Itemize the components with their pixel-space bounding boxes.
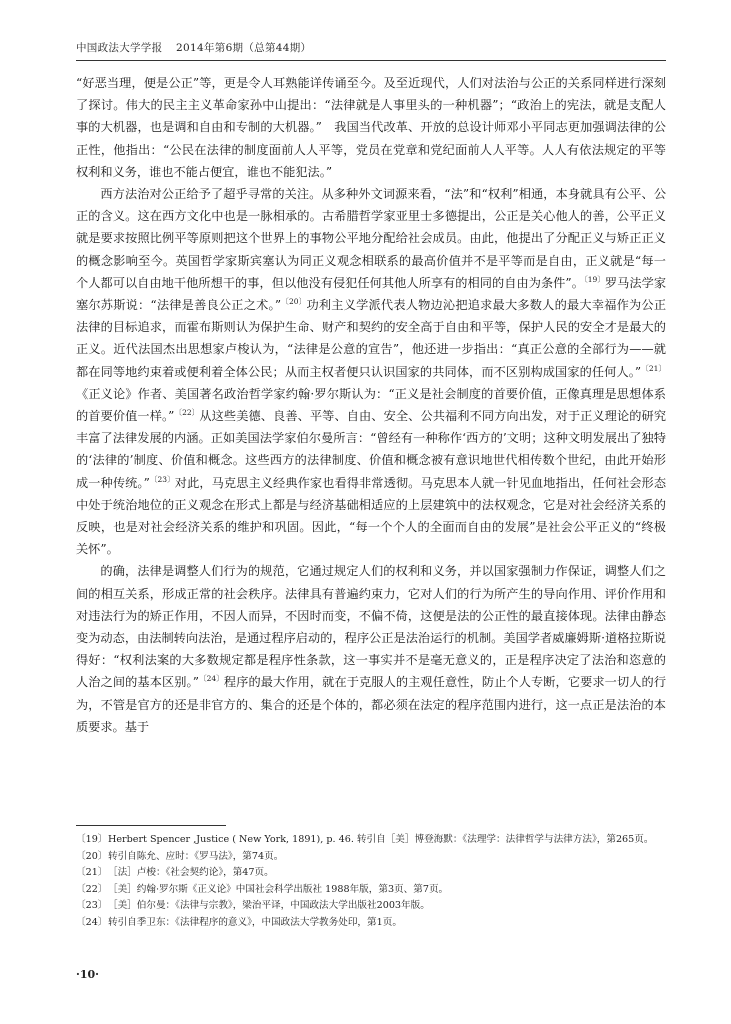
- footnotes: [76, 832, 666, 931]
- footnote-text: Herbert Spencer ,Justice ( New York, 1891), p. 46. 转引自［美］博登海默：《法理学：法律哲学与法律方法》，第265页。: [108, 834, 654, 845]
- footnote-number: 〔21〕: [76, 867, 108, 878]
- paragraph-text: “好恶当理，便是公正”等，更是令人耳熟能详传诵至今。及至近现代，人们对法治与公正的关系同样进行深刻了探讨。伟大的民主主义革命家孙中山提出：“法律就是人事里头的一种机器”；“政治上的宪法，就是支配人事的大机器，也是调和自由和专制的大机器。” 我国当代改革、开放的总设计师邓小平同志更加强调法律的公正性，他指出：“公民在法律的制度面前人人平等，党员在党章和党纪面前人人平等。人人有依法规定的平等权利和义务，谁也不能占便宜，谁也不能犯法。”: [76, 76, 666, 179]
- footnote-item: [76, 882, 666, 899]
- footnote-item: [76, 849, 666, 866]
- footnote-number: 〔24〕: [76, 916, 108, 928]
- journal-name: 中国政法大学学报: [76, 42, 163, 54]
- footnote-number: 〔22〕: [76, 883, 108, 895]
- paragraph-text: 对此，马克思主义经典作家也看得非常透彻。马克思本人就一针见血地指出，任何社会形态中处于统治地位的正义观念在形式上都是与经济基础相适应的上层建筑中的法权观念，它是对社会经济关系的反映，也是对社会经济关系的维护和巩固。因此，“每一个个人的全面而自由的发展”是社会公平正义的“终极关怀”。: [76, 475, 667, 557]
- running-header: [76, 40, 666, 55]
- footnote-text: ［美］约翰·罗尔斯《正义论》中国社会科学出版社 1988年版，第3页、第7页。: [108, 883, 449, 895]
- paragraph-text: 的确，法律是调整人们行为的规范，它通过规定人们的权利和义务，并以国家强制力作保证，调整人们之间的相互关系，形成正常的社会秩序。法律具有普遍约束力，它对人们的行为所产生的导向作用、评价作用和对违法行为的矫正作用，不因人而异，不因时而变，不偏不倚，这便是法的公正性的最直接体现。法律由静态变为动态，由法制转向法治，是通过程序启动的，程序公正是法治运行的机制。美国学者威廉姆斯·道格拉斯说得好：“权利法案的大多数规定都是程序性条款，这一事实并不是毫无意义的，正是程序决定了法治和恣意的人治之间的基本区别。”: [76, 564, 666, 690]
- citation-marker[interactable]: 〔19〕: [583, 274, 605, 284]
- paragraph-text: 《正义论》作者、美国著名政治哲学家约翰·罗尔斯认为：“正义是社会制度的首要价值，正像真理是思想体系的首要价值一样。”: [76, 386, 666, 424]
- citation-marker[interactable]: 〔21〕: [641, 363, 666, 373]
- footnote-item: [76, 865, 666, 882]
- body-text: [76, 72, 666, 738]
- citation-marker[interactable]: 〔24〕: [198, 674, 224, 684]
- issue-info: 2014年第6期（总第44期）: [176, 42, 312, 54]
- paragraph-text: 程序的最大作用，就在于克服人的主观任意性，防止个人专断，它要求一切人的行为，不管是官方的还是非官方的、集合的还是个体的，都必须在法定的程序范围内进行，这一点正是法治的本质要求。基于: [76, 675, 667, 734]
- footnote-rule: [76, 825, 226, 826]
- citation-marker[interactable]: 〔22〕: [174, 408, 200, 418]
- footnote-text: ［美］伯尔曼：《法律与宗教》，梁治平译，中国政法大学出版社2003年版。: [108, 900, 430, 911]
- citation-marker[interactable]: 〔23〕: [149, 474, 175, 484]
- body-paragraph: [76, 183, 666, 560]
- page-number: ·10·: [76, 968, 99, 981]
- paragraph-text: 罗马法学家塞尔苏斯说：“法律是善良公正之术。”: [76, 275, 667, 313]
- footnote-number: 〔19〕: [76, 834, 108, 845]
- footnote-item: [76, 915, 666, 932]
- footnote-text: ［法］卢梭：《社会契约论》，第47页。: [108, 867, 274, 878]
- paragraph-text: 西方法治对公正给予了超乎寻常的关注。从多种外文词源来看，“法”和“权利”相通，本身就具有公平、公正的含义。这在西方文化中也是一脉相承的。古希腊哲学家亚里士多德提出，公正是关心他人的善，公平正义就是要求按照比例平等原则把这个世界上的事物公平地分配给社会成员。由此，他提出了分配正义与矫正正义的概念影响至今。英国哲学家斯宾塞认为同正义观念相联系的最高价值并不是平等而是自由，正义就是“每一个人都可以自由地干他所想干的事，但以他没有侵犯任何其他人所享有的相同的自由为条件”。: [76, 187, 666, 290]
- footnote-number: 〔23〕: [76, 900, 108, 911]
- footnote-item: [76, 898, 666, 915]
- footnote-number: 〔20〕: [76, 850, 108, 862]
- footnote-text: 转引自陈允、应时：《罗马法》，第74页。: [108, 850, 284, 862]
- paragraph-text: 从这些美德、良善、平等、自由、安全、公共福利不同方向出发，对于正义理论的研究丰富了法律发展的内涵。正如美国法学家伯尔曼所言：“曾经有一种称作‘西方的’文明；这种文明发展出了独特的‘法律的’制度、价值和概念。这些西方的法律制度、价值和概念被有意识地世代相传数个世纪，由此开始形成一种传统。”: [76, 409, 667, 490]
- header-rule: [76, 60, 666, 61]
- paragraph-text: 功利主义学派代表人物边沁把追求最大多数人的最大幸福作为公正法律的目标追求，而霍布斯则认为保护生命、财产和契约的安全高于自由和平等，保护人民的安全才是最大的正义。近代法国杰出思想家卢梭认为，“法律是公意的宣告”，他还进一步指出：“真正公意的全部行为——就都在同等地约束着或便利着全体公民；从而主权者便只认识国家的共同体，而不区别构成国家的任何人。”: [76, 298, 667, 379]
- body-paragraph: [76, 72, 666, 183]
- footnote-text: 转引自季卫东：《法律程序的意义》，中国政法大学教务处印，第1页。: [108, 916, 402, 928]
- body-paragraph: [76, 560, 666, 738]
- footnote-item: [76, 832, 666, 849]
- citation-marker[interactable]: 〔20〕: [281, 297, 307, 307]
